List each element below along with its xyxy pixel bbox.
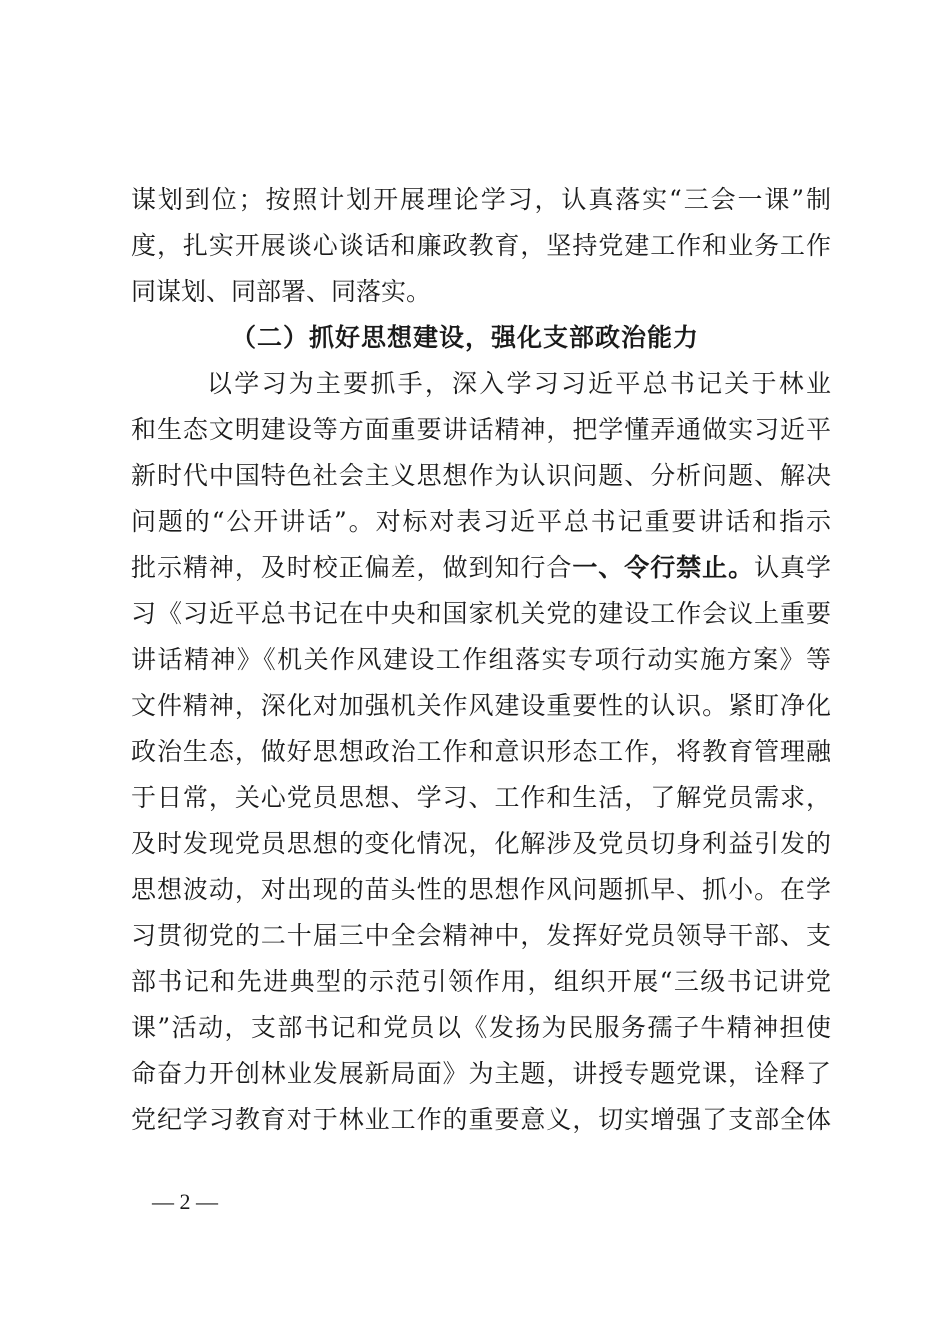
paragraph-1-line-1: 谋划到位；按照计划开展理论学习，认真落实“三会一课”制 xyxy=(131,185,831,214)
paragraph-2-line-3: 新时代中国特色社会主义思想作为认识问题、分析问题、解决 xyxy=(131,461,831,490)
paragraph-2-line-1: 以学习为主要抓手，深入学习习近平总书记关于林业 xyxy=(207,369,831,398)
paragraph-2-line-5 xyxy=(131,545,831,591)
paragraph-2-line-9: 政治生态，做好思想政治工作和意识形态工作，将教育管理融 xyxy=(131,737,831,766)
paragraph-1-line-2: 度，扎实开展谈心谈话和廉政教育，坚持党建工作和业务工作 xyxy=(131,231,831,260)
paragraph-2-line-2: 和生态文明建设等方面重要讲话精神，把学懂弄通做实习近平 xyxy=(131,415,831,444)
paragraph-2-line-10: 于日常，关心党员思想、学习、工作和生活，了解党员需求， xyxy=(131,783,831,812)
document-body xyxy=(131,177,831,1143)
paragraph-2-line-16: 命奋力开创林业发展新局面》为主题，讲授专题党课，诠释了 xyxy=(131,1059,831,1088)
paragraph-2-line-14: 部书记和先进典型的示范引领作用，组织开展“三级书记讲党 xyxy=(131,967,831,996)
line-5-text-c: 认真学 xyxy=(754,553,831,582)
paragraph-2-line-8: 文件精神，深化对加强机关作风建设重要性的认识。紧盯净化 xyxy=(131,691,831,720)
section-heading: （二）抓好思想建设，强化支部政治能力 xyxy=(231,323,700,352)
paragraph-2-line-11: 及时发现党员思想的变化情况，化解涉及党员切身利益引发的 xyxy=(131,829,831,858)
paragraph-1-line-3: 同谋划、同部署、同落实。 xyxy=(131,277,432,306)
paragraph-2-line-7: 讲话精神》《机关作风建设工作组落实专项行动实施方案》等 xyxy=(131,645,831,674)
line-5-text-a: 批示精神，及时校正偏差，做到知行合 xyxy=(131,553,573,582)
paragraph-2-line-15: 课”活动，支部书记和党员以《发扬为民服务孺子牛精神担使 xyxy=(131,1013,831,1042)
line-5-text-bold: 一、令行禁止。 xyxy=(572,553,755,582)
paragraph-2-line-4: 问题的“公开讲话”。对标对表习近平总书记重要讲话和指示 xyxy=(131,507,831,536)
paragraph-2-line-17: 党纪学习教育对于林业工作的重要意义，切实增强了支部全体 xyxy=(131,1105,831,1134)
paragraph-2-line-6: 习《习近平总书记在中央和国家机关党的建设工作会议上重要 xyxy=(131,599,831,628)
paragraph-2-line-12: 思想波动，对出现的苗头性的思想作风问题抓早、抓小。在学 xyxy=(131,875,831,904)
paragraph-2-line-13: 习贯彻党的二十届三中全会精神中，发挥好党员领导干部、支 xyxy=(131,921,831,950)
page-number: — 2 — xyxy=(152,1189,218,1214)
